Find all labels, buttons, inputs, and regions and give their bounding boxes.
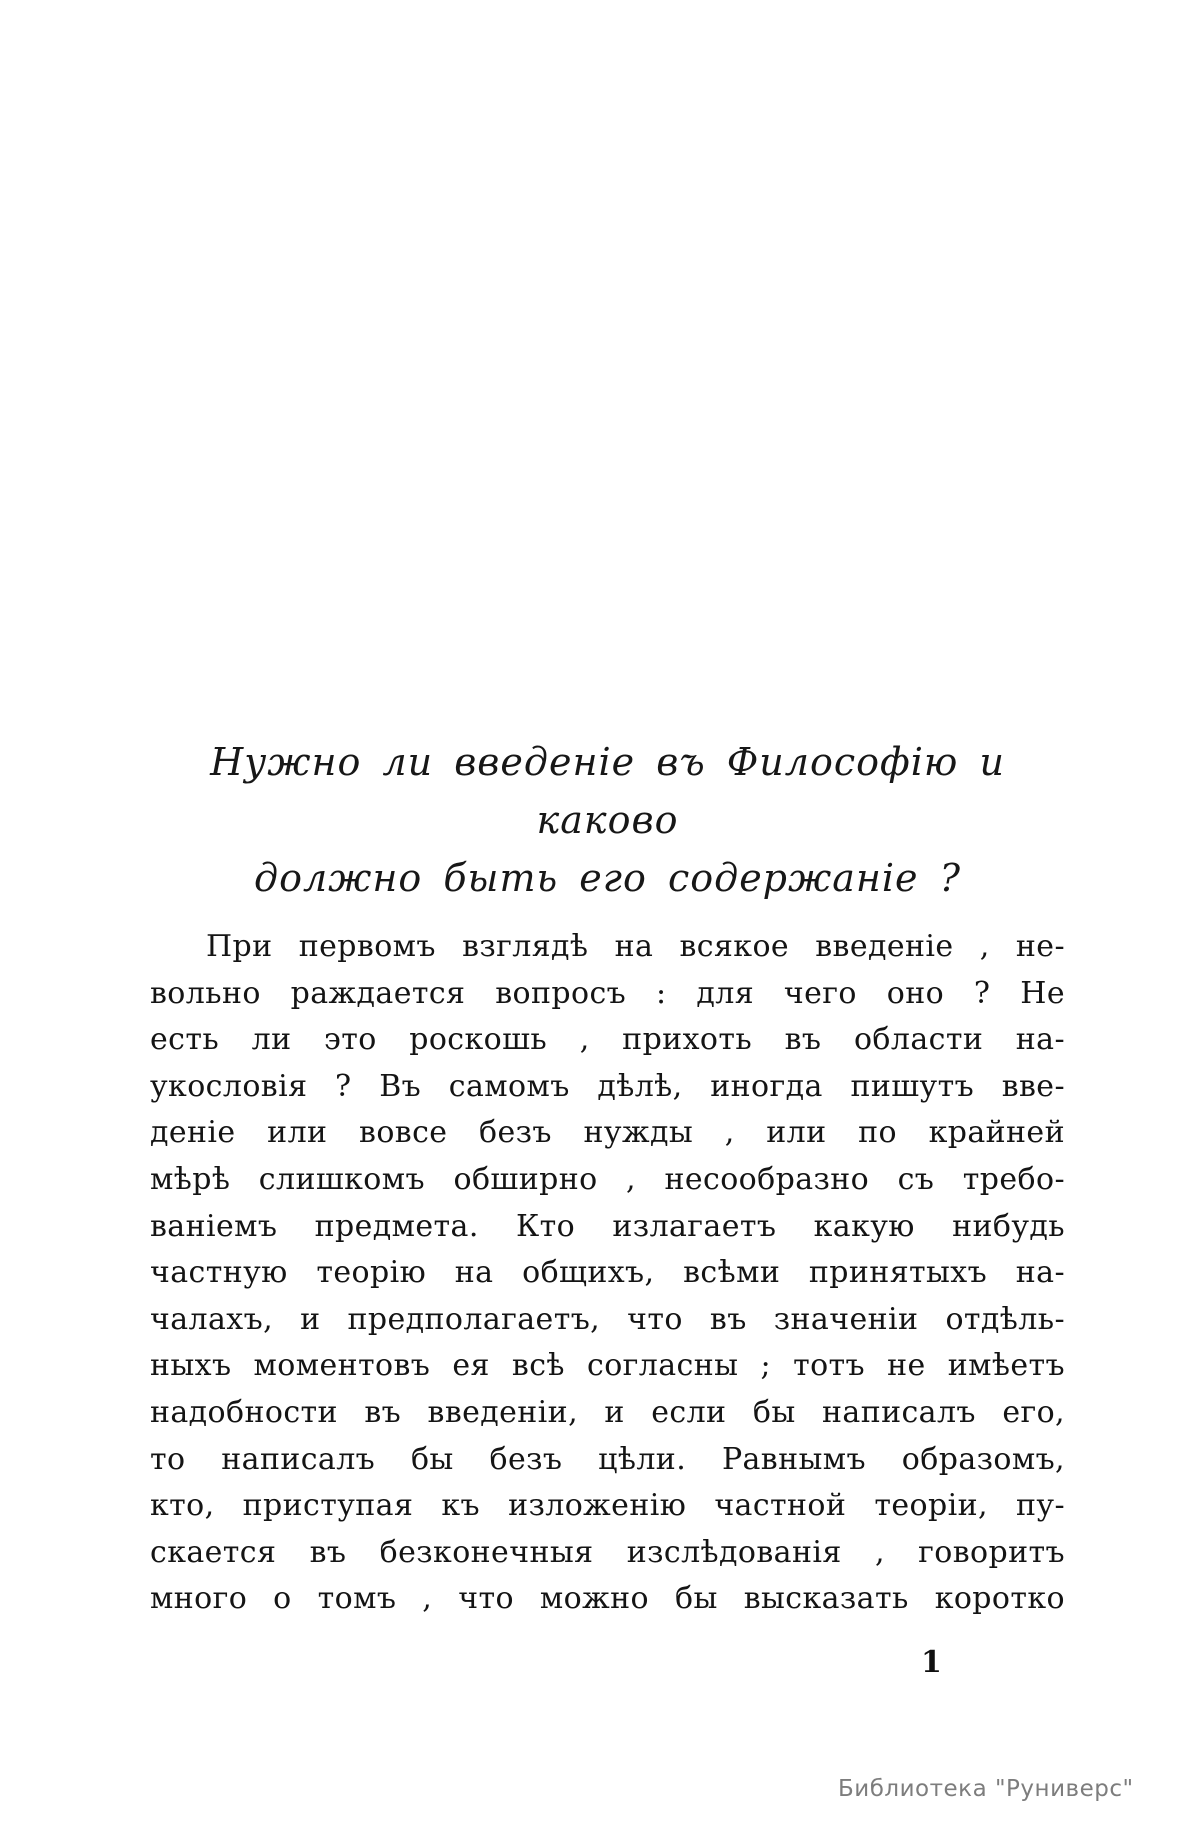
- body-line: много о томъ , что можно бы высказать коротко: [150, 1581, 1065, 1617]
- heading-line-1: Нужно ли введеніе въ Философію и каково: [210, 740, 1005, 842]
- body-line: скается въ безконечныя изслѣдованія , говоритъ: [150, 1534, 1065, 1570]
- body-line: надобности въ введеніи, и если бы написалъ его,: [150, 1394, 1065, 1430]
- body-line: чалахъ, и предполагаетъ, что въ значеніи отдѣль-: [150, 1301, 1065, 1337]
- body-line: то написалъ бы безъ цѣли. Равнымъ образомъ,: [150, 1441, 1065, 1477]
- heading-line-2: должно быть его содержаніе ?: [254, 856, 961, 900]
- page-number: 1: [921, 1645, 942, 1680]
- body-line: вольно раждается вопросъ : для чего оно ? Не: [150, 975, 1065, 1011]
- body-line: деніе или вовсе безъ нужды , или по крайней: [150, 1115, 1065, 1151]
- body-line: При первомъ взглядѣ на всякое введеніе , не-: [206, 929, 1065, 964]
- body-line: ваніемъ предмета. Кто излагаетъ какую нибудь: [150, 1208, 1065, 1244]
- body-line: кто, приступая къ изложенію частной теоріи, пу-: [150, 1488, 1065, 1524]
- body-line: частную теорію на общихъ, всѣми принятыхъ на-: [150, 1255, 1065, 1291]
- body-line: есть ли это роскошь , прихоть въ области на-: [150, 1022, 1065, 1058]
- chapter-heading: [150, 733, 1065, 907]
- watermark: Библиотека "Руниверс": [838, 1776, 1134, 1802]
- body-paragraph: [150, 924, 1065, 1623]
- body-line: укословія ? Въ самомъ дѣлѣ, иногда пишутъ вве-: [150, 1068, 1065, 1104]
- body-line: ныхъ моментовъ ея всѣ согласны ; тотъ не имѣетъ: [150, 1348, 1065, 1384]
- body-line: мѣрѣ слишкомъ обширно , несообразно съ требо-: [150, 1161, 1065, 1197]
